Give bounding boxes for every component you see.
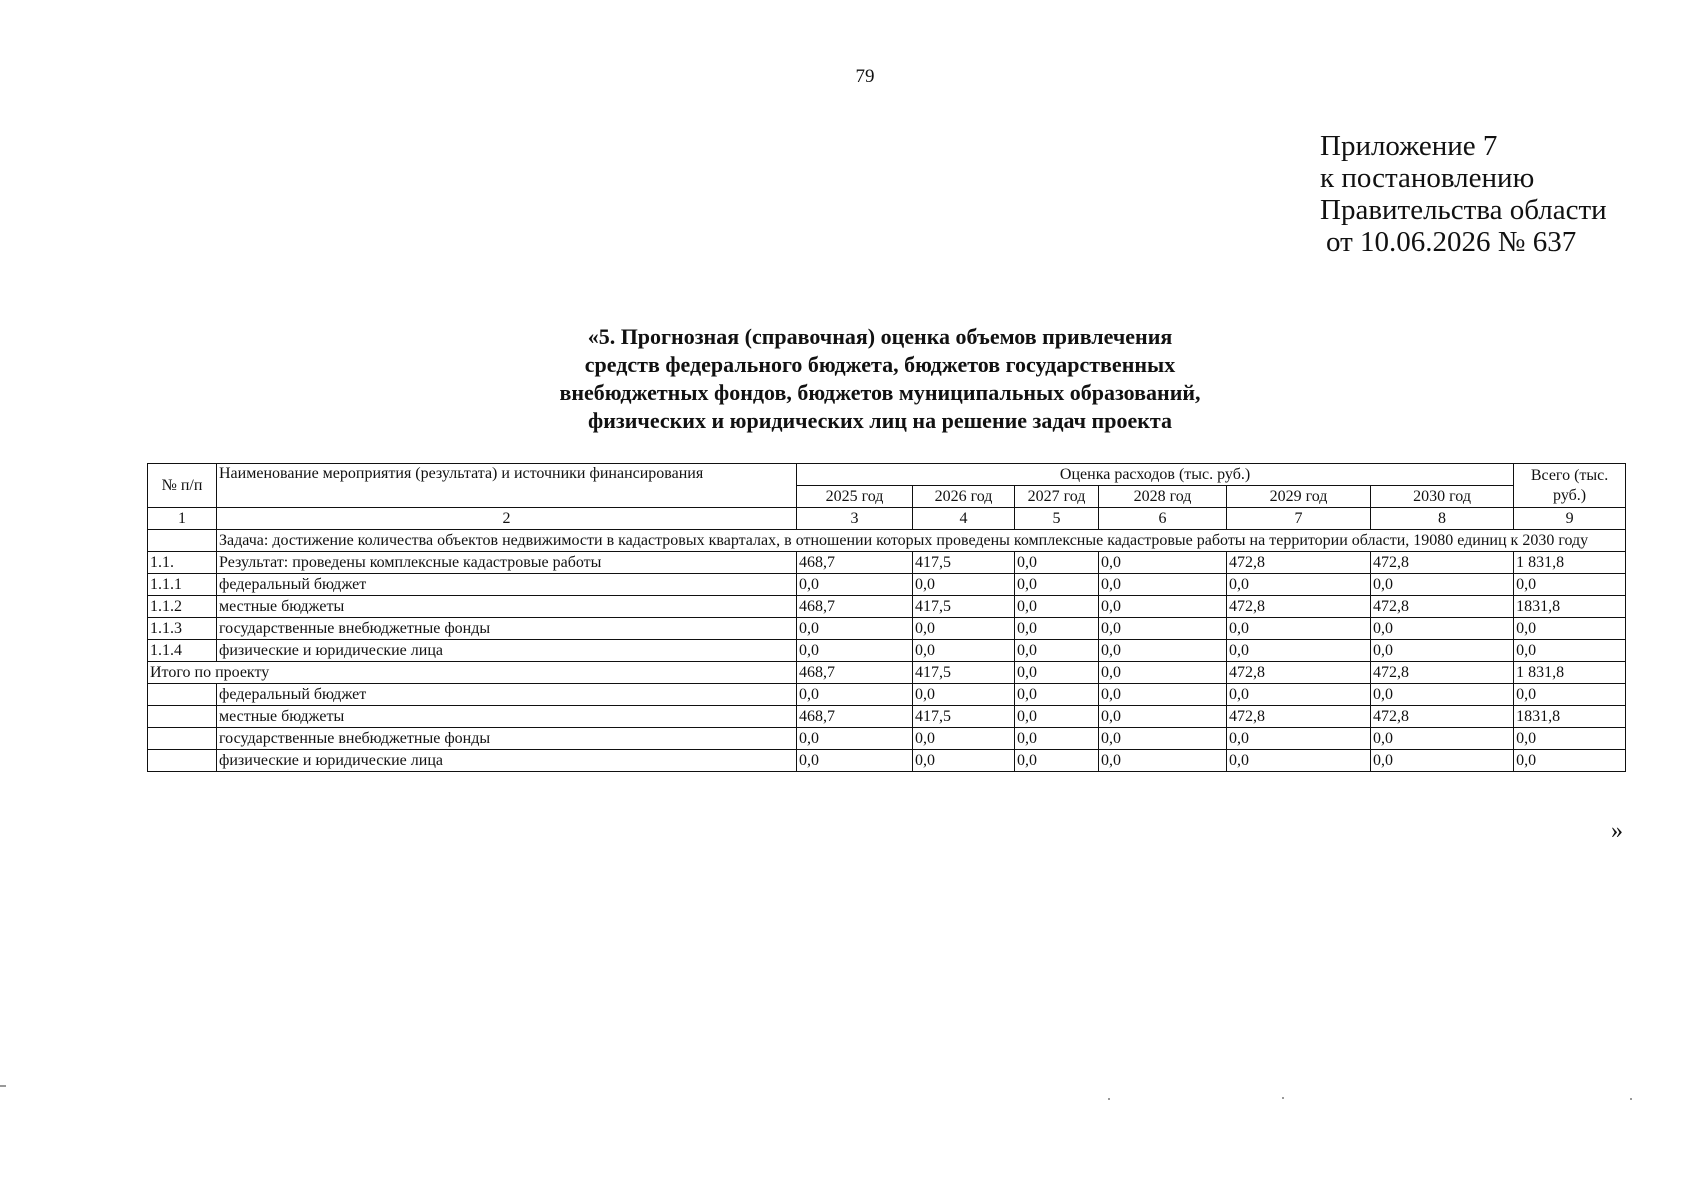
value-cell: 0,0 <box>1099 728 1227 750</box>
value-cell: 0,0 <box>913 684 1015 706</box>
row-num: 1.1. <box>148 552 217 574</box>
total-row <box>148 662 1626 684</box>
header-name: Наименование мероприятия (результата) и источники финансирования <box>217 464 797 508</box>
value-cell: 0,0 <box>1514 574 1626 596</box>
appendix-line: от 10.06.2026 № 637 <box>1326 226 1577 258</box>
header-row <box>148 464 1626 486</box>
column-number: 9 <box>1514 508 1626 530</box>
value-cell: 0,0 <box>1099 552 1227 574</box>
appendix-block <box>1320 130 1607 258</box>
value-cell: 0,0 <box>797 750 913 772</box>
value-cell: 468,7 <box>797 706 913 728</box>
value-cell: 0,0 <box>797 618 913 640</box>
title-line: физических и юридических лиц на решение задач проекта <box>588 408 1172 433</box>
value-cell: 1 831,8 <box>1514 552 1626 574</box>
value-cell: 0,0 <box>913 574 1015 596</box>
value-cell: 0,0 <box>913 618 1015 640</box>
table-row <box>148 574 1626 596</box>
total-source-row <box>148 728 1626 750</box>
appendix-line: Правительства области <box>1320 194 1607 226</box>
value-cell: 0,0 <box>1099 684 1227 706</box>
column-number: 6 <box>1099 508 1227 530</box>
empty-num-cell <box>148 706 217 728</box>
total-label: Итого по проекту <box>148 662 797 684</box>
value-cell: 0,0 <box>1371 618 1514 640</box>
table-row <box>148 596 1626 618</box>
value-cell: 0,0 <box>1227 728 1371 750</box>
column-numbers-row <box>148 508 1626 530</box>
value-cell: 0,0 <box>1015 574 1099 596</box>
column-number: 7 <box>1227 508 1371 530</box>
scan-speck <box>1282 1097 1284 1099</box>
value-cell: 0,0 <box>1099 640 1227 662</box>
title-line: средств федерального бюджета, бюджетов государственных <box>584 352 1176 377</box>
row-name: государственные внебюджетные фонды <box>217 728 797 750</box>
value-cell: 0,0 <box>1514 750 1626 772</box>
table-row <box>148 640 1626 662</box>
value-cell: 1831,8 <box>1514 596 1626 618</box>
value-cell: 0,0 <box>1371 574 1514 596</box>
value-cell: 472,8 <box>1371 596 1514 618</box>
empty-num-cell <box>148 684 217 706</box>
header-year: 2028 год <box>1099 486 1227 508</box>
total-source-row <box>148 750 1626 772</box>
title-line: внебюджетных фондов, бюджетов муниципальных образований, <box>559 380 1201 405</box>
value-cell: 0,0 <box>1227 618 1371 640</box>
scan-speck <box>0 1085 6 1087</box>
row-name: федеральный бюджет <box>217 684 797 706</box>
column-number: 3 <box>797 508 913 530</box>
value-cell: 468,7 <box>797 552 913 574</box>
value-cell: 0,0 <box>913 728 1015 750</box>
value-cell: 0,0 <box>1015 662 1099 684</box>
value-cell: 472,8 <box>1371 706 1514 728</box>
value-cell: 0,0 <box>1015 552 1099 574</box>
value-cell: 0,0 <box>1227 684 1371 706</box>
value-cell: 0,0 <box>1015 640 1099 662</box>
appendix-line: к постановлению <box>1320 162 1535 194</box>
value-cell: 0,0 <box>913 750 1015 772</box>
value-cell: 0,0 <box>1514 640 1626 662</box>
total-source-row <box>148 684 1626 706</box>
value-cell: 0,0 <box>1015 596 1099 618</box>
value-cell: 0,0 <box>797 640 913 662</box>
value-cell: 0,0 <box>1015 684 1099 706</box>
value-cell: 0,0 <box>1099 618 1227 640</box>
header-expenses: Оценка расходов (тыс. руб.) <box>797 464 1514 486</box>
value-cell: 1831,8 <box>1514 706 1626 728</box>
value-cell: 0,0 <box>1015 750 1099 772</box>
column-number: 2 <box>217 508 797 530</box>
value-cell: 0,0 <box>1227 640 1371 662</box>
header-year: 2030 год <box>1371 486 1514 508</box>
row-name: физические и юридические лица <box>217 640 797 662</box>
value-cell: 468,7 <box>797 662 913 684</box>
row-num: 1.1.1 <box>148 574 217 596</box>
row-name: федеральный бюджет <box>217 574 797 596</box>
value-cell: 472,8 <box>1227 596 1371 618</box>
value-cell: 468,7 <box>797 596 913 618</box>
column-number: 1 <box>148 508 217 530</box>
value-cell: 1 831,8 <box>1514 662 1626 684</box>
funding-table <box>147 463 1626 772</box>
value-cell: 0,0 <box>797 684 913 706</box>
value-cell: 0,0 <box>1371 640 1514 662</box>
row-name: Результат: проведены комплексные кадастровые работы <box>217 552 797 574</box>
scan-speck <box>1108 1098 1110 1100</box>
header-year: 2025 год <box>797 486 913 508</box>
value-cell: 0,0 <box>1099 574 1227 596</box>
appendix-line: Приложение 7 <box>1320 130 1498 162</box>
value-cell: 417,5 <box>913 662 1015 684</box>
table-row <box>148 552 1626 574</box>
header-year: 2029 год <box>1227 486 1371 508</box>
value-cell: 0,0 <box>1227 750 1371 772</box>
empty-num-cell <box>148 728 217 750</box>
row-num: 1.1.3 <box>148 618 217 640</box>
value-cell: 417,5 <box>913 706 1015 728</box>
value-cell: 0,0 <box>1015 728 1099 750</box>
value-cell: 0,0 <box>1227 574 1371 596</box>
header-year: 2026 год <box>913 486 1015 508</box>
empty-num-cell <box>148 750 217 772</box>
value-cell: 0,0 <box>1371 684 1514 706</box>
row-num: 1.1.2 <box>148 596 217 618</box>
row-name: местные бюджеты <box>217 706 797 728</box>
table-row <box>148 618 1626 640</box>
value-cell: 472,8 <box>1227 552 1371 574</box>
value-cell: 0,0 <box>1514 728 1626 750</box>
value-cell: 0,0 <box>1099 706 1227 728</box>
value-cell: 0,0 <box>797 728 913 750</box>
column-number: 5 <box>1015 508 1099 530</box>
header-num: № п/п <box>148 464 217 508</box>
value-cell: 0,0 <box>1099 750 1227 772</box>
value-cell: 0,0 <box>1371 750 1514 772</box>
value-cell: 0,0 <box>913 640 1015 662</box>
header-total: Всего (тыс. руб.) <box>1514 464 1626 508</box>
value-cell: 0,0 <box>1514 618 1626 640</box>
value-cell: 472,8 <box>1371 662 1514 684</box>
closing-quote: » <box>1611 818 1623 844</box>
task-description: Задача: достижение количества объектов недвижимости в кадастровых кварталах, в отношении которых проведены комплексные кадастровые работы на территории области, 19080 единиц к 2030 году <box>217 530 1626 552</box>
task-row <box>148 530 1626 552</box>
title-line: «5. Прогнозная (справочная) оценка объемов привлечения <box>587 324 1173 349</box>
value-cell: 0,0 <box>1099 596 1227 618</box>
column-number: 8 <box>1371 508 1514 530</box>
row-name: физические и юридические лица <box>217 750 797 772</box>
value-cell: 417,5 <box>913 596 1015 618</box>
page-number: 79 <box>855 66 875 87</box>
value-cell: 0,0 <box>1371 728 1514 750</box>
value-cell: 417,5 <box>913 552 1015 574</box>
value-cell: 0,0 <box>1015 618 1099 640</box>
value-cell: 472,8 <box>1371 552 1514 574</box>
column-number: 4 <box>913 508 1015 530</box>
value-cell: 472,8 <box>1227 662 1371 684</box>
value-cell: 0,0 <box>1015 706 1099 728</box>
row-num: 1.1.4 <box>148 640 217 662</box>
value-cell: 0,0 <box>1514 684 1626 706</box>
value-cell: 0,0 <box>797 574 913 596</box>
row-name: государственные внебюджетные фонды <box>217 618 797 640</box>
scan-speck <box>1630 1098 1632 1100</box>
row-name: местные бюджеты <box>217 596 797 618</box>
header-year: 2027 год <box>1015 486 1099 508</box>
value-cell: 0,0 <box>1099 662 1227 684</box>
value-cell: 472,8 <box>1227 706 1371 728</box>
task-num-cell <box>148 530 217 552</box>
document-title <box>380 323 1380 435</box>
total-source-row <box>148 706 1626 728</box>
